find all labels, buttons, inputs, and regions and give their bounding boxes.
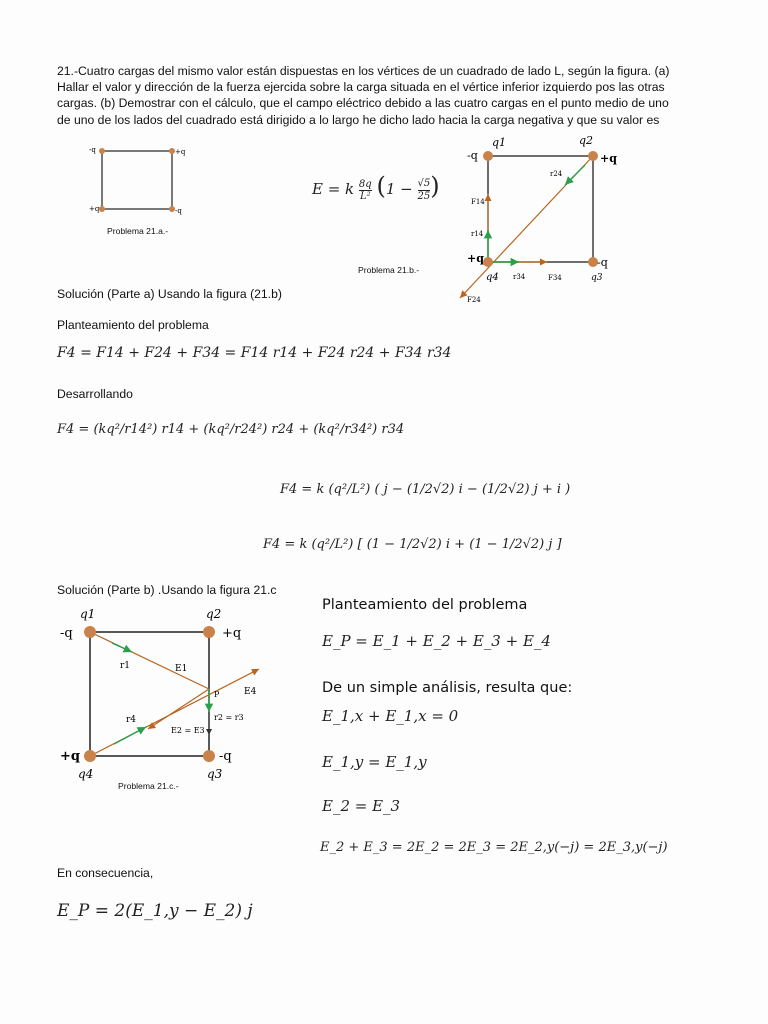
part-b-eq5: E_2 + E_3 = 2E_2 = 2E_3 = 2E_2,y(−j) = 2E_3,y(−j) bbox=[320, 840, 668, 855]
fig-b-label-r14: r14 bbox=[471, 230, 484, 238]
problem-statement bbox=[57, 63, 707, 128]
fig-b-label-tr: +q bbox=[600, 152, 617, 165]
fig-b-caption: Problema 21.b.- bbox=[358, 265, 420, 275]
part-b-eq4: E_2 = E_3 bbox=[322, 797, 401, 815]
part-a-eq4: F4 = k (q²/L²) [ (1 − 1/2√2) i + (1 − 1/2√2) j ] bbox=[263, 537, 562, 552]
fig-c-label-r2r3: r2 = r3 bbox=[214, 713, 244, 722]
part-b-consequence-label: En consecuencia, bbox=[57, 866, 154, 880]
fig-c-label-bl: +q bbox=[60, 749, 80, 764]
fig-c-label-r4: r4 bbox=[126, 715, 137, 725]
part-a-heading: Solución (Parte a) Usando la figura (21.b) bbox=[57, 287, 282, 301]
part-b-heading: Solución (Parte b) .Usando la figura 21.c bbox=[57, 583, 277, 597]
part-b-setup-label: Planteamiento del problema bbox=[322, 597, 528, 613]
fig-b-label-q3: q3 bbox=[591, 273, 603, 283]
problem-line: 21.-Cuatro cargas del mismo valor están dispuestas en los vértices de un cuadrado de lado L, según la figura. (a) bbox=[57, 64, 670, 78]
fig-a-label-tl: -q bbox=[89, 146, 96, 154]
fig-b-label-br: -q bbox=[597, 256, 608, 269]
fig-b-label-q4: q4 bbox=[486, 272, 499, 283]
fig-c-label-q3: q3 bbox=[207, 767, 223, 781]
figure-21b bbox=[445, 132, 630, 312]
problem-line: de uno de los lados del cuadrado está dirigido a lo largo he dicho lado hacia la carga negativa y que su valor es bbox=[57, 112, 660, 127]
fig-c-label-E1: E1 bbox=[175, 664, 188, 674]
fig-b-label-r24: r24 bbox=[550, 170, 563, 178]
part-a-develop-label: Desarrollando bbox=[57, 387, 133, 401]
part-b-analysis-label: De un simple análisis, resulta que: bbox=[322, 680, 573, 696]
fig-a-label-tr: +q bbox=[175, 148, 186, 156]
fig-c-label-P: P bbox=[214, 690, 220, 699]
fig-c-label-br: -q bbox=[219, 749, 232, 764]
part-b-eq6: E_P = 2(E_1,y − E_2) j bbox=[57, 901, 253, 921]
fig-b-label-F24: F24 bbox=[467, 296, 481, 304]
fig-c-label-tr: +q bbox=[222, 626, 242, 641]
fig-c-label-E2E3: E2 = E3 bbox=[171, 726, 205, 735]
fig-a-caption: Problema 21.a.- bbox=[107, 226, 169, 236]
fig-b-label-q2: q2 bbox=[579, 134, 594, 147]
part-a-eq2: F4 = (kq²/r14²) r14 + (kq²/r24²) r24 + (kq²/r34²) r34 bbox=[57, 422, 405, 437]
fig-b-label-bl: +q bbox=[467, 252, 484, 265]
fig-c-label-E4: E4 bbox=[244, 687, 257, 697]
fig-b-label-tl: -q bbox=[467, 149, 478, 162]
part-b-eq1: E_P = E_1 + E_2 + E_3 + E_4 bbox=[322, 632, 551, 650]
part-a-eq3: F4 = k (q²/L²) ( j − (1/2√2) i − (1/2√2) j + i ) bbox=[280, 482, 571, 497]
fig-c-label-q1: q1 bbox=[80, 607, 96, 621]
fig-b-label-F34: F34 bbox=[548, 274, 562, 282]
fig-b-label-F14: F14 bbox=[471, 198, 485, 206]
fig-b-label-q1: q1 bbox=[492, 136, 507, 149]
part-b-eq2: E_1,x + E_1,x = 0 bbox=[322, 707, 459, 725]
figure-21c bbox=[56, 600, 271, 785]
fig-c-label-tl: -q bbox=[60, 626, 73, 641]
fig-c-caption: Problema 21.c.- bbox=[118, 781, 179, 791]
fig-b-label-r34: r34 bbox=[513, 273, 526, 281]
problem-line: cargas. (b) Demostrar con el cálculo, que el campo eléctrico debido a las cuatro cargas en el punto medio de uno bbox=[57, 96, 669, 111]
result-formula: E = k $\frac{8q}{\text{L²}}$ (1 − $\frac{√5}{25}$ ) bbox=[312, 172, 440, 202]
part-a-eq1: F4 = F14 + F24 + F34 = F14 r14 + F24 r24 + F34 r34 bbox=[57, 345, 452, 361]
fig-c-label-q2: q2 bbox=[206, 607, 222, 621]
part-a-setup-label: Planteamiento del problema bbox=[57, 318, 209, 332]
figure-21a bbox=[85, 140, 195, 220]
fig-c-label-r1: r1 bbox=[120, 661, 131, 671]
fig-c-label-q4: q4 bbox=[78, 767, 94, 781]
problem-line: Hallar el valor y dirección de la fuerza ejercida sobre la carga situada en el vértice inferior izquierdo pos las otras bbox=[57, 80, 665, 95]
fig-a-label-br: -q bbox=[175, 207, 182, 215]
fig-a-label-bl: +q bbox=[89, 205, 100, 213]
part-b-eq3: E_1,y = E_1,y bbox=[322, 753, 427, 771]
